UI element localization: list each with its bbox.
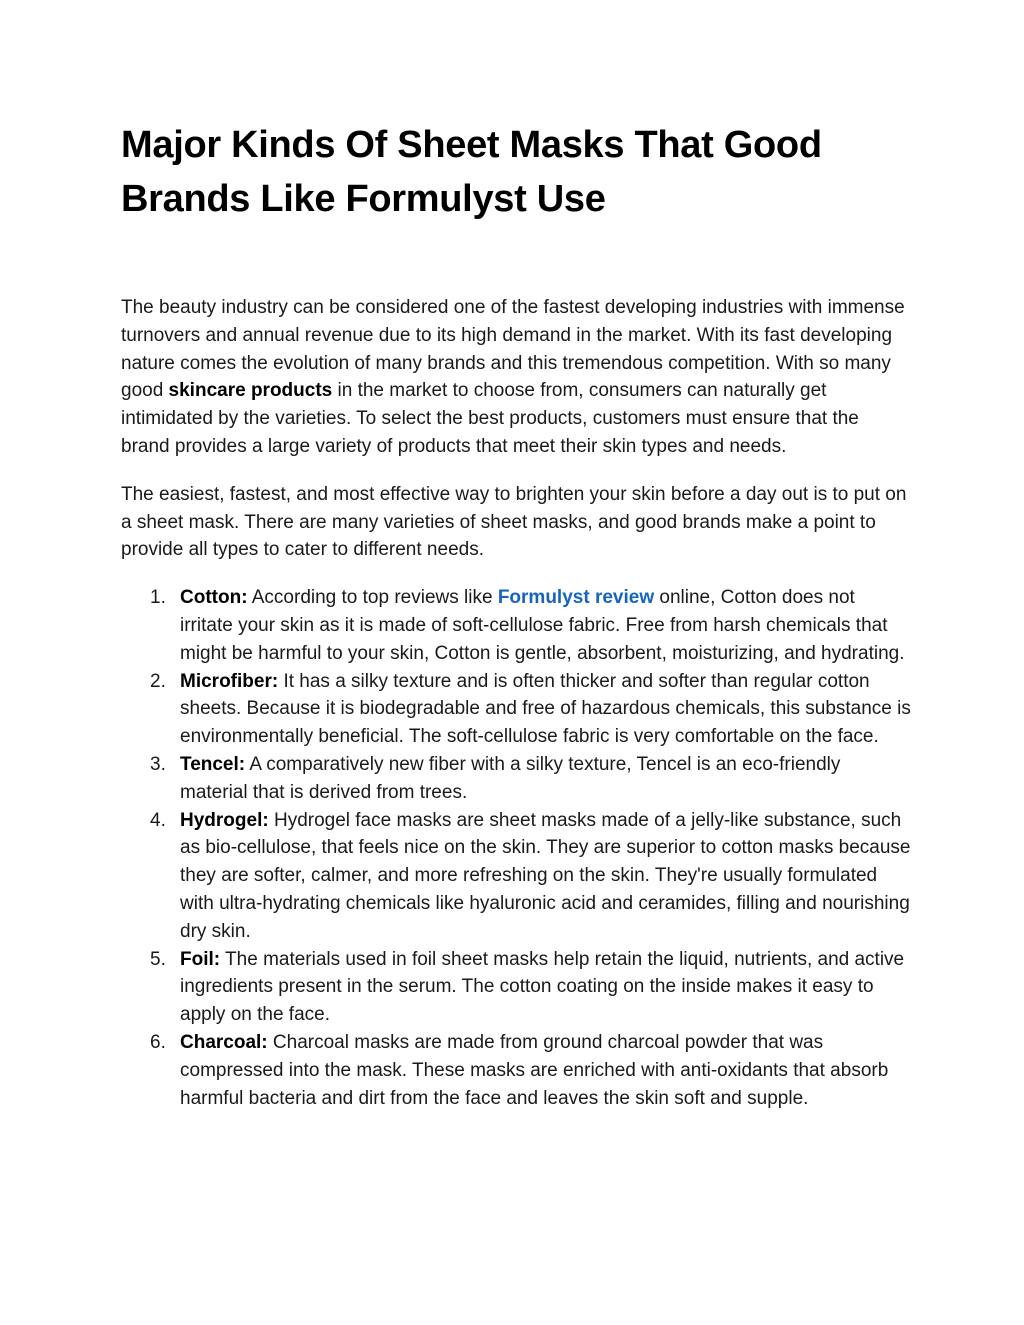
list-item-microfiber [121, 668, 911, 751]
intro-text-end: in the market to choose from, consumers can naturally get intimidated by the varieties. To select the best products, customers must ensure that the brand provides a large variety of products that meet their skin types and needs. [121, 380, 859, 457]
list-number: 5. [150, 948, 166, 970]
list-text: According to top reviews like [247, 587, 498, 609]
list-text: A comparatively new fiber with a silky texture, Tencel is an eco-friendly material that is derived from trees. [180, 753, 841, 803]
list-term: Microfiber: [180, 670, 279, 692]
list-text: Hydrogel face masks are sheet masks made of a jelly-like substance, such as bio-cellulose, that feels nice on the skin. They are superior to cotton masks because they are softer, calmer, and more refreshing on the skin. They're usually formulated with ultra-hydrating chemicals like hyaluronic acid and ceramides, filling and nourishing dry skin. [180, 809, 911, 942]
list-number: 2. [150, 670, 166, 692]
list-text: The materials used in foil sheet masks help retain the liquid, nutrients, and active ingredients present in the serum. The cotton coating on the inside makes it easy to apply on the face. [180, 948, 905, 1026]
intro-text-start: The beauty industry can be considered one of the fastest developing industries with immense turnovers and annual revenue due to its high demand in the market. With its fast developing nature comes the evolution of many brands and this tremendous competition. With so many good [121, 297, 905, 402]
title-line-1: Major Kinds Of Sheet Masks That Good [121, 124, 822, 166]
formulyst-review-link[interactable]: Formulyst review [497, 587, 655, 609]
list-item-foil [121, 946, 911, 1029]
list-number: 1. [150, 587, 166, 609]
list-item-charcoal [121, 1029, 911, 1112]
list-item-tencel [121, 751, 911, 807]
list-term: Tencel: [180, 753, 246, 775]
list-item-hydrogel [121, 807, 911, 946]
list-term: Charcoal: [180, 1031, 268, 1053]
list-number: 3. [150, 753, 166, 775]
list-text: online, Cotton does not irritate your skin as it is made of soft-cellulose fabric. Free from harsh chemicals that might be harmful to your skin, Cotton is gentle, absorbent, moisturizing, and hydrating. [180, 587, 905, 664]
intro-paragraph [121, 294, 911, 461]
title-line-2: Brands Like Formulyst Use [121, 178, 606, 220]
list-number: 6. [150, 1031, 166, 1053]
list-term: Hydrogel: [180, 809, 269, 831]
list-text: Charcoal masks are made from ground charcoal powder that was compressed into the mask. These masks are enriched with anti-oxidants that absorb harmful bacteria and dirt from the face and leaves the skin soft and supple. [180, 1031, 889, 1109]
list-number: 4. [150, 809, 166, 831]
list-term: Cotton: [180, 587, 248, 609]
page-title [121, 118, 911, 226]
list-item-cotton [121, 584, 911, 667]
list-term: Foil: [180, 948, 221, 970]
mask-types-list [121, 584, 911, 1112]
intro-bold-phrase: skincare products [168, 380, 333, 402]
second-paragraph: The easiest, fastest, and most effective way to brighten your skin before a day out is to put on a sheet mask. There are many varieties of sheet masks, and good brands make a point to provide all types to cater to different needs. [121, 483, 907, 561]
document-page [121, 118, 911, 1112]
list-text: It has a silky texture and is often thicker and softer than regular cotton sheets. Because it is biodegradable and free of hazardous chemicals, this substance is environmentally beneficial. The soft-cellulose fabric is very comfortable on the face. [180, 670, 911, 748]
